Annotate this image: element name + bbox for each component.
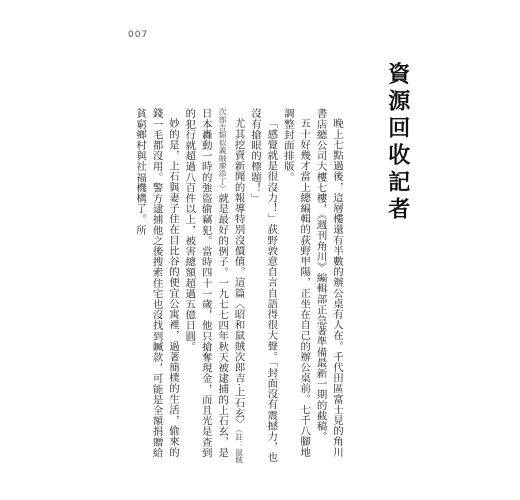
paragraph: 妙的是，上石與妻子住在目比谷的便宜公寓裡，過著簡樸的生活，偷來的錢一毛都沒用。警方逮捕他之後搜索住宅也沒找到贓款，可能是全額捐贈給貧窮鄉村與社福機構了。所 [134,108,179,458]
page-number: 007 [128,30,149,40]
paragraph-text: 尤其挖賣新聞的報導特別沒價值。這篇〈昭和鼠賊次郎吉‧上石玄〉 [232,118,245,430]
paragraph: 「感覺就是很沒力！」荻野敦意自言自語得很大聲。「封面沒有震撼力，也沒有搶眼的標題！」 [248,108,278,463]
paragraph: 晚上七點過後，這層樓還有半數的辦公桌有人在。千代田區富士見的角川書店總公司大樓七樓，《週刊角川》編輯部正急著準備最新一期的截稿。 [314,108,343,458]
chapter-title: 資源回收記者 [384,62,411,224]
body-text [132,108,345,468]
paragraph [181,108,247,468]
annotation-note: （註：鼠賊次郎吉類似義賊廖添丁） [218,108,244,465]
paragraph: 五十好幾才當上總編輯的荻野甲陽，正坐在自己的辦公桌前。七千八腳地調整封面排版。 [281,108,311,458]
paragraph-text: 就是最好的例子。一九七七四年秋天被逮捕的上石玄，是日本轟動一時的強盜偷竊犯。當時四十一歲，他只搶奪現金，而且光是查到的犯行就超過八百件以上，被害總額超過五億日圓。 [183,108,229,458]
